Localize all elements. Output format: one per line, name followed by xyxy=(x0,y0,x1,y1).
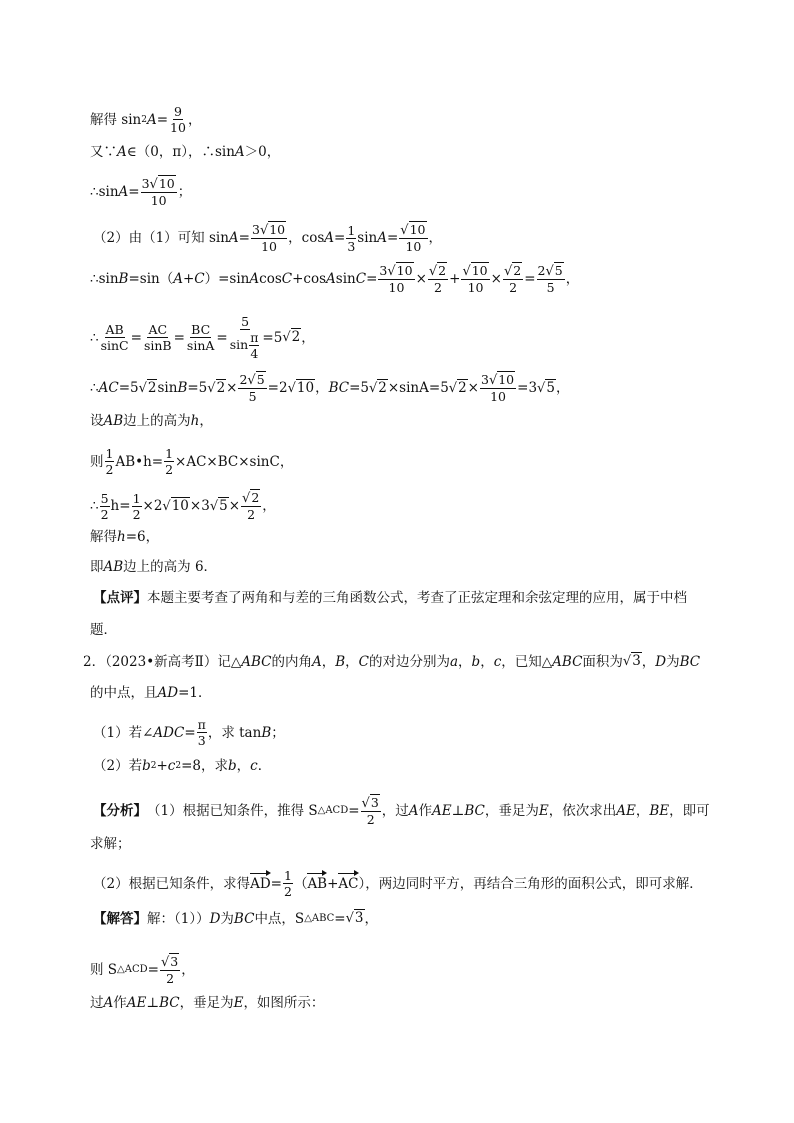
comment-tag: 【点评】 xyxy=(93,590,147,606)
solution-line-4: （2）由（1）可知 sin A = $\frac{3√10}{10}$ ，cos A = $\frac{1}{3}$ sin A = $\frac{√10}{10}$ ， xyxy=(93,222,442,254)
solution-line-2: 又∵ A ∈（0，π），∴sin A ＞0， xyxy=(90,144,281,160)
analysis-line-2: 求解； xyxy=(90,836,131,852)
solution-line-7: ∴ AC =5 √2 sin B =5 √2 × $\frac{2√5}{5}$ =2 √10 ， BC =5 √2 ×sinA=5 √2 × $\frac{3√10}{10}$ =3 √5 ， xyxy=(90,372,570,404)
comment-line-2: 题． xyxy=(90,622,117,638)
question-2-part-1: （1）若∠ ADC = $\frac{\pi}{3}$ ，求 tan B ； xyxy=(93,717,285,748)
solution-line-9: 则 $\frac{1}{2}$ AB•h= $\frac{1}{2}$ ×AC×BC×sinC， xyxy=(90,446,294,477)
analysis-line-1: 【分析】 （1）根据已知条件，推得 S △ACD = $\frac{√3}{2}$ ，过 A 作 AE ⊥ BC ，垂足为 E ，依次求出 AE ， BE ，即可 xyxy=(93,795,710,827)
solution-line-12: 即 AB 边上的高为 6． xyxy=(90,559,218,575)
comment-line xyxy=(93,588,710,608)
solution-line-1: 解得 sin 2 A = $\frac{9}{10}$ ， xyxy=(90,104,202,135)
solution-line-11: 解得 h =6， xyxy=(90,529,160,545)
answer-tag: 【解答】 xyxy=(93,910,147,927)
analysis-tag: 【分析】 xyxy=(93,803,147,819)
answer-line-3: 过 A 作 AE ⊥ BC ，垂足为 E ，如图所示： xyxy=(90,995,325,1011)
solution-line-5: ∴sin B =sin（ A + C ）=sin A cos C +cos A sin C = $\frac{3√10}{10}$ × $\frac{√2}{2}$ + $\frac{√10}{10}$ × $\frac{√2}{2}$ = $\frac{2√5}{5}$ ， xyxy=(90,263,580,295)
solution-line-6: ∴ $\frac{AB}{\sin C}$ = $\frac{AC}{\sin B}$ = $\frac{BC}{\sin A}$ = 5 sin $\frac{\pi}{4}$ =5 √2 ， xyxy=(90,314,315,361)
question-2-line-1: 2．（2023•新高考Ⅱ）记△ ABC 的内角 A ， B ， C 的对边分别为 a ， b ， c ，已知△ ABC 面积为 √3 ， D 为 BC xyxy=(83,653,701,670)
solution-line-3: ∴sin A = $\frac{3√10}{10}$ ； xyxy=(90,176,192,208)
answer-line-1: 【解答】 解：（1）） D 为 BC 中点，S △ABC = √3 ， xyxy=(93,910,378,927)
answer-line-2: 则 S △ACD = $\frac{√3}{2}$ ， xyxy=(90,954,195,986)
analysis-line-3: （2）根据已知条件，求得 AD = $\frac{1}{2}$ （ AB + AC ），两边同时平方，再结合三角形的面积公式，即可求解． xyxy=(93,868,703,899)
solution-line-10: ∴ $\frac{5}{2}$ h= $\frac{1}{2}$ ×2 √10 ×3 √5 × $\frac{√2}{2}$ ， xyxy=(90,490,276,522)
question-2-line-2: 的中点，且 AD =1． xyxy=(90,685,212,701)
question-2-part-2: （2）若 b 2 + c 2 =8，求 b ， c ． xyxy=(93,758,272,774)
solution-line-8: 设 AB 边上的高为 h ， xyxy=(90,413,213,429)
comment-text: 本题主要考查了两角和与差的三角函数公式，考查了正弦定理和余弦定理的应用，属于中档 xyxy=(147,590,687,606)
